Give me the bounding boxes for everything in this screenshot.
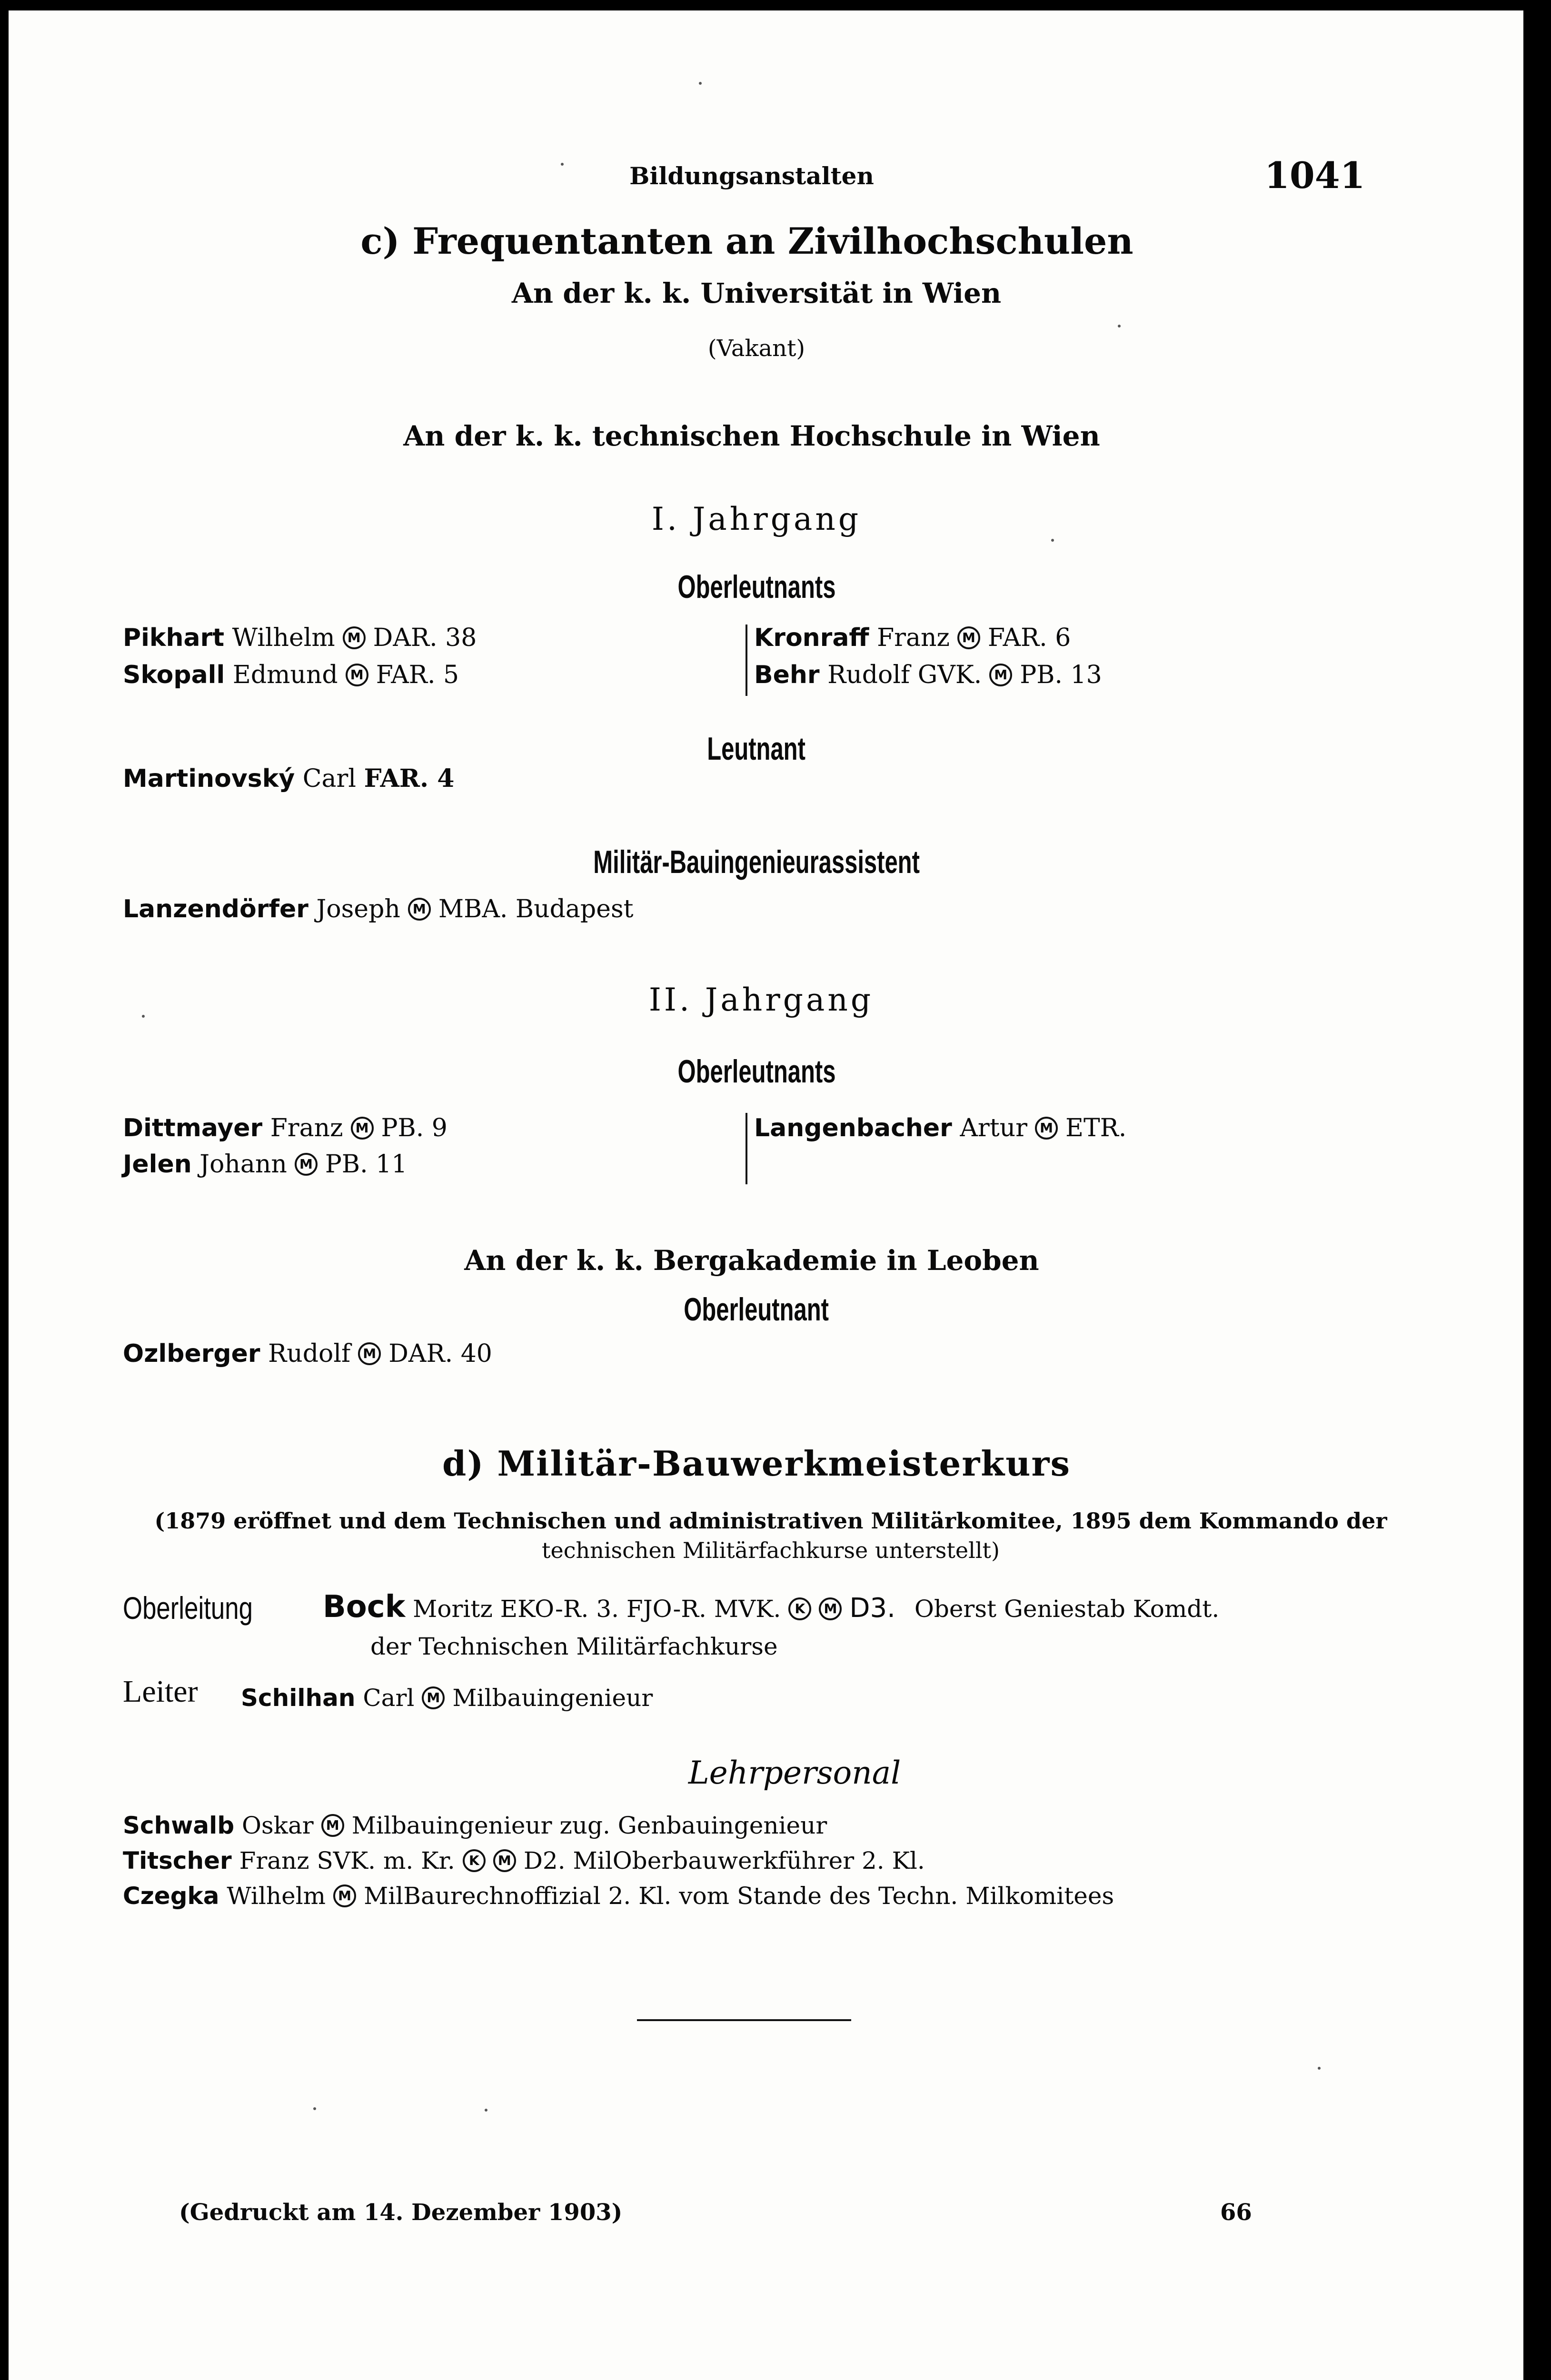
page-number: 1041 — [1264, 154, 1365, 197]
scan-speck — [1118, 325, 1121, 327]
medal-icon: M — [295, 1153, 318, 1176]
oberleitung-label: Oberleitung — [123, 1590, 253, 1626]
leiter-label: Leiter — [123, 1674, 198, 1709]
scan-speck — [1318, 2067, 1321, 2070]
section-d-note-line1: (1879 eröffnet und dem Technischen und administrativen Militärkomitee, 1895 dem Kommando der — [154, 1508, 1387, 1534]
scan-speck — [313, 2107, 316, 2110]
leoben-title: An der k. k. Bergakademie in Leoben — [464, 1244, 1039, 1277]
sheet-number: 66 — [1220, 2199, 1252, 2226]
list-item: Jelen Johann M PB. 11 — [123, 1150, 408, 1179]
medal-icon: M — [343, 626, 366, 649]
scan-speck — [561, 163, 564, 166]
section-d-title: d) Militär-Bauwerkmeisterkurs — [442, 1443, 1071, 1484]
oberleitung-entry: Bock Moritz EKO-R. 3. FJO-R. MVK. K M D3. Oberst Geniestab Komdt. — [323, 1589, 1220, 1625]
k-mark-icon: K — [463, 1849, 486, 1872]
tech-hochschule-title: An der k. k. technischen Hochschule in Wien — [403, 420, 1100, 452]
medal-icon: M — [1035, 1117, 1058, 1140]
leoben-oberleutnant-heading: Oberleutnant — [684, 1291, 829, 1328]
section-end-rule — [637, 2019, 851, 2021]
list-item: Kronraff Franz M FAR. 6 — [754, 624, 1071, 652]
section-c-title: c) Frequentanten an Zivilhochschulen — [360, 220, 1133, 262]
list-item: Czegka Wilhelm M MilBaurechnoffizial 2. Kl. vom Stande des Techn. Milkomitees — [123, 1882, 1114, 1910]
list-item: Martinovský Carl FAR. 4 — [123, 764, 455, 793]
medal-icon: M — [351, 1117, 374, 1140]
leiter-entry: Schilhan Carl M Milbauingenieur — [241, 1684, 653, 1712]
medal-icon: M — [358, 1342, 381, 1365]
year1-oberleutnants-heading: Oberleutnants — [677, 569, 835, 605]
medal-icon: M — [408, 898, 431, 921]
scan-speck — [142, 1015, 145, 1018]
list-item: Lanzendörfer Joseph M MBA. Budapest — [123, 895, 634, 923]
list-item: Schwalb Oskar M Milbauingenieur zug. Genbauingenieur — [123, 1812, 827, 1839]
year2-oberleutnants-heading: Oberleutnants — [677, 1053, 835, 1090]
list-item: Dittmayer Franz M PB. 9 — [123, 1114, 447, 1142]
medal-icon: M — [422, 1686, 445, 1709]
medal-icon: M — [819, 1597, 842, 1620]
print-date: (Gedruckt am 14. Dezember 1903) — [179, 2199, 623, 2226]
university-title: An der k. k. Universität in Wien — [511, 277, 1002, 309]
column-divider — [746, 625, 747, 696]
lehrpersonal-heading: Lehrpersonal — [688, 1755, 901, 1791]
list-item: Pikhart Wilhelm M DAR. 38 — [123, 624, 477, 652]
scan-speck — [485, 2109, 487, 2112]
oberleitung-line2: der Technischen Militärfachkurse — [370, 1633, 778, 1660]
leutnant-heading: Leutnant — [707, 731, 806, 767]
section-d-note-line2: technischen Militärfachkurse unterstellt) — [542, 1537, 1000, 1563]
medal-icon: M — [333, 1884, 356, 1907]
list-item: Skopall Edmund M FAR. 5 — [123, 661, 459, 689]
k-mark-icon: K — [788, 1597, 811, 1620]
assistent-heading: Militär-Bauingenieurassistent — [593, 844, 920, 880]
document-page — [9, 10, 1523, 2380]
year2-title: II. Jahrgang — [648, 982, 874, 1018]
list-item: Langenbacher Artur M ETR. — [754, 1114, 1127, 1142]
list-item: Ozlberger Rudolf M DAR. 40 — [123, 1339, 492, 1368]
running-title: Bildungsanstalten — [629, 162, 874, 190]
list-item: Titscher Franz SVK. m. Kr. K M D2. MilOberbauwerkführer 2. Kl. — [123, 1847, 925, 1874]
list-item: Behr Rudolf GVK. M PB. 13 — [754, 661, 1102, 689]
medal-icon: M — [346, 664, 368, 686]
column-divider — [746, 1113, 747, 1184]
medal-icon: M — [957, 626, 980, 649]
year1-title: I. Jahrgang — [651, 501, 862, 537]
medal-icon: M — [321, 1814, 344, 1837]
scan-speck — [699, 82, 702, 85]
scan-speck — [1051, 539, 1054, 542]
medal-icon: M — [989, 664, 1012, 686]
medal-icon: M — [493, 1849, 516, 1872]
university-status: (Vakant) — [707, 335, 805, 362]
